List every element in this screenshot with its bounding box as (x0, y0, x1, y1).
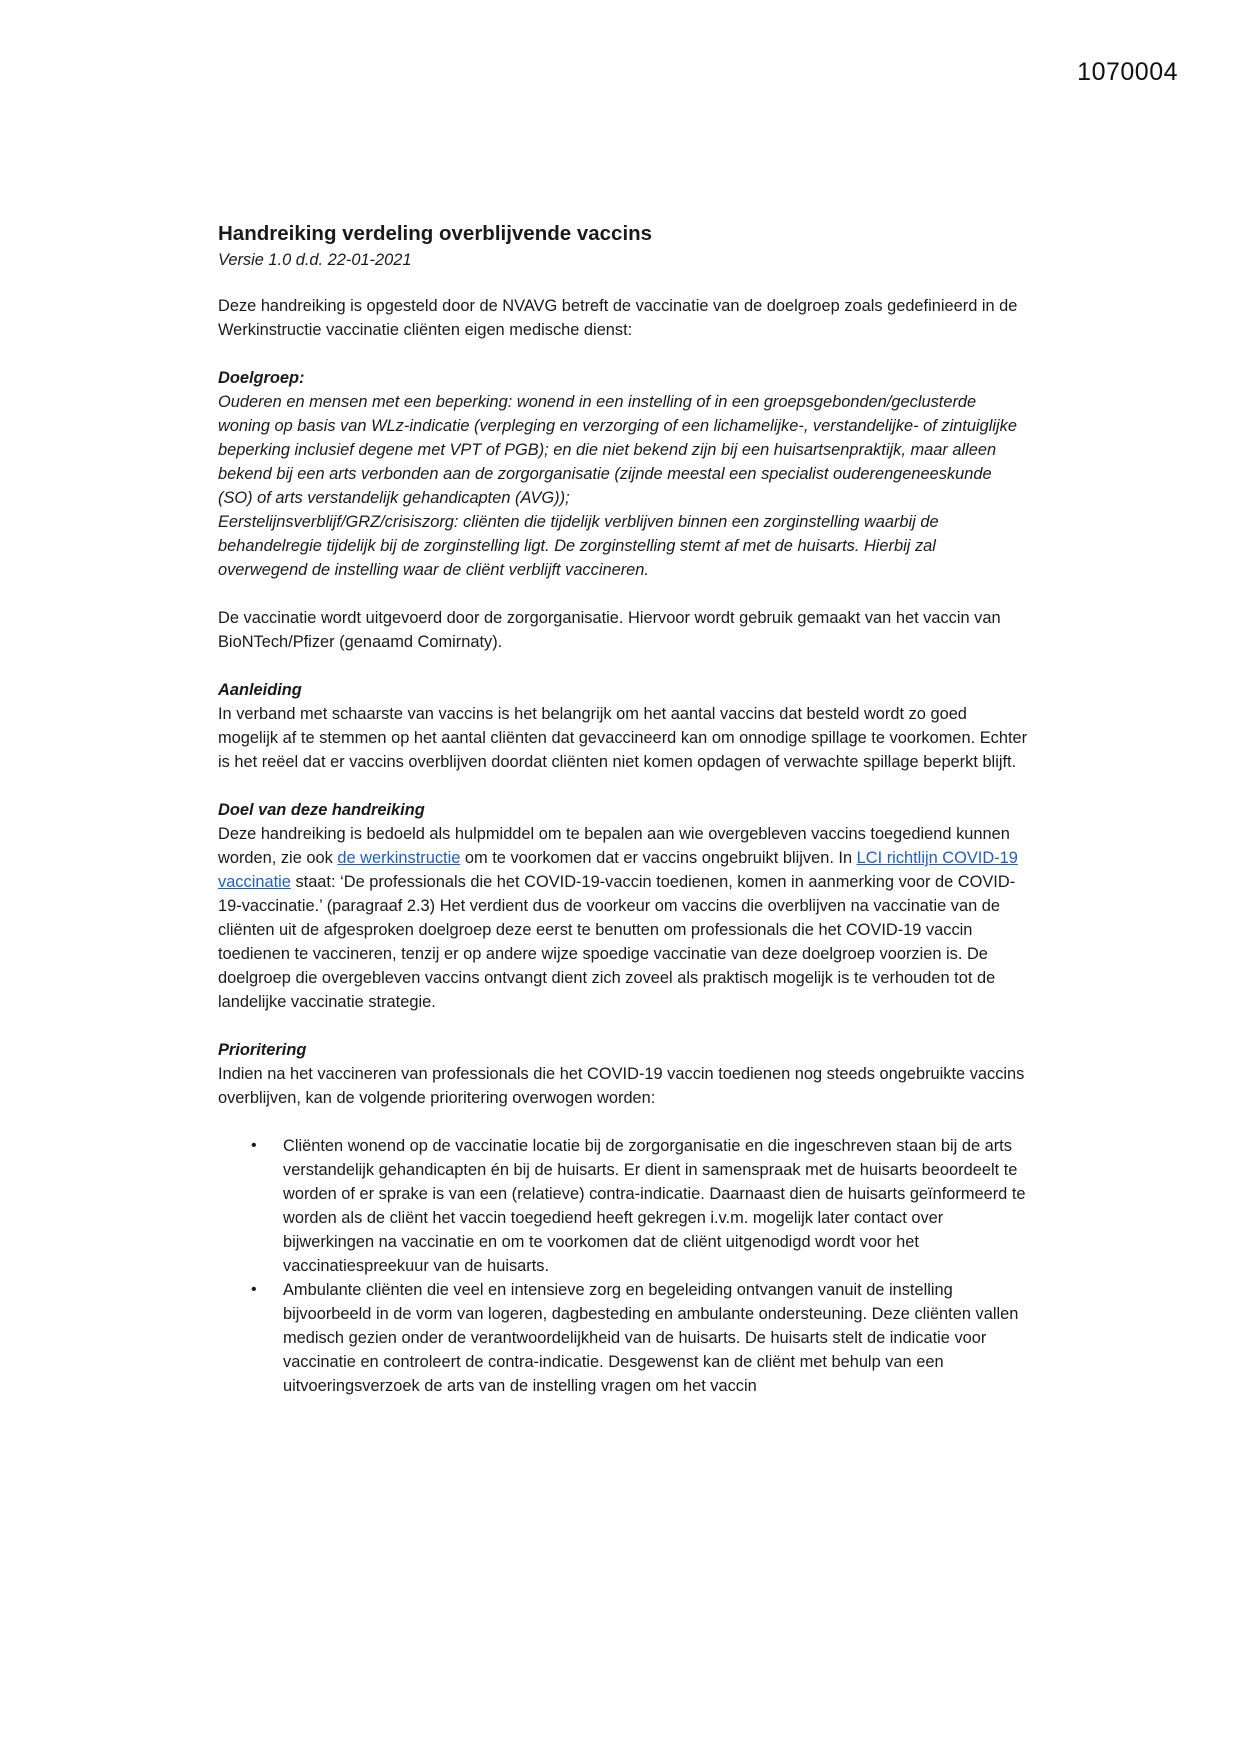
document-number: 1070004 (1077, 58, 1178, 86)
link-lci-richtlijn[interactable]: LCI richtlijn COVID-19 vaccinatie (218, 849, 1018, 891)
section-heading-doel: Doel van deze handreiking (218, 801, 425, 819)
aanleiding-paragraph: In verband met schaarste van vaccins is het belangrijk om het aantal vaccins dat besteld wordt zo goed mogelijk af te stemmen op het aantal cliënten dat gevaccineerd kan om onnodige spillage te voorkomen. Echter is het reëel dat er vaccins overblijven doordat cliënten niet komen opdagen of verwachte spillage beperkt blijft. (218, 705, 1028, 771)
section-aanleiding (218, 678, 1028, 774)
section-heading-prioritering: Prioritering (218, 1041, 307, 1059)
prioritering-paragraph: Indien na het vaccineren van professionals die het COVID-19 vaccin toedienen nog steeds ongebruikte vaccins overblijven, kan de volgende prioritering overwogen worden: (218, 1065, 1025, 1107)
doel-text-b: om te voorkomen dat er vaccins ongebruikt blijven. In (460, 849, 857, 867)
section-heading-aanleiding: Aanleiding (218, 681, 302, 699)
bullet-icon: • (251, 1281, 257, 1298)
list-item-text: Cliënten wonend op de vaccinatie locatie bij de zorgorganisatie en die ingeschreven staan bij de arts verstandelijk gehandicapten én bij de huisarts. Er dient in samenspraak met de huisarts beoordeelt te worden of er sprake is van een (relatieve) contra-indicatie. Daarnaast dien de huisarts geïnformeerd te worden als de cliënt het vaccin toegediend heeft gekregen i.v.m. mogelijk later contact over bijwerkingen na vaccinatie en om te voorkomen dat de cliënt uitgenodigd wordt voor het vaccinatiespreekuur van de huisarts. (283, 1137, 1026, 1275)
section-doel (218, 798, 1028, 1014)
prioritering-list (218, 1134, 1028, 1398)
link-werkinstructie[interactable]: de werkinstructie (337, 849, 461, 867)
doel-text-a: Deze handreiking is bedoeld als hulpmiddel om te bepalen aan wie overgebleven vaccins toegediend kunnen worden, zie ook (218, 825, 1010, 867)
intro-paragraph: Deze handreiking is opgesteld door de NVAVG betreft de vaccinatie van de doelgroep zoals gedefinieerd in de Werkinstructie vaccinatie cliënten eigen medische dienst: (218, 297, 1018, 339)
doelgroep-paragraph-1: Ouderen en mensen met een beperking: wonend in een instelling of in een groepsgebonden/geclusterde woning op basis van WLz-indicatie (verpleging en verzorging of een lichamelijke-, verstandelijke- of zintuiglijke beperking inclusief degene met VPT of PGB); en die niet bekend zijn bij een huisartsenpraktijk, maar alleen bekend bij een arts verbonden aan de zorgorganisatie (zijnde meestal een specialist ouderengeneeskunde (SO) of arts verstandelijk gehandicapten (AVG)); (218, 393, 1017, 507)
document-title: Handreiking verdeling overblijvende vaccins (218, 222, 653, 245)
section-heading-doelgroep: Doelgroep: (218, 369, 305, 387)
section-prioritering (218, 1038, 1028, 1110)
list-item (251, 1134, 1028, 1278)
bullet-icon: • (251, 1137, 257, 1154)
vaccinatie-paragraph: De vaccinatie wordt uitgevoerd door de zorgorganisatie. Hiervoor wordt gebruik gemaakt van het vaccin van BioNTech/Pfizer (genaamd Comirnaty). (218, 609, 1001, 651)
doelgroep-paragraph-2: Eerstelijnsverblijf/GRZ/crisiszorg: cliënten die tijdelijk verblijven binnen een zorginstelling waarbij de behandelregie tijdelijk bij de zorginstelling ligt. De zorginstelling stemt af met de huisarts. Hierbij zal overwegend de instelling waar de cliënt verblijft vaccineren. (218, 513, 939, 579)
list-item-text: Ambulante cliënten die veel en intensieve zorg en begeleiding ontvangen vanuit de instelling bijvoorbeeld in de vorm van logeren, dagbesteding en ambulante ondersteuning. Deze cliënten vallen medisch gezien onder de verantwoordelijkheid van de huisarts. De huisarts stelt de indicatie voor vaccinatie en controleert de contra-indicatie. Desgewenst kan de cliënt met behulp van een uitvoeringsverzoek de arts van de instelling vragen om het vaccin (283, 1281, 1019, 1395)
document-version: Versie 1.0 d.d. 22-01-2021 (218, 251, 412, 269)
document-body (218, 220, 1028, 1398)
section-doelgroep (218, 366, 1028, 582)
list-item (251, 1278, 1028, 1398)
doel-paragraph (218, 822, 1028, 1014)
doel-text-c: staat: ‘De professionals die het COVID-19-vaccin toedienen, komen in aanmerking voor de COVID-19-vaccinatie.’ (paragraaf 2.3) Het verdient dus de voorkeur om vaccins die overblijven na vaccinatie van de cliënten uit de afgesproken doelgroep deze eerst te benutten om professionals die het COVID-19 vaccin toedienen te vaccineren, tenzij er op andere wijze spoedige vaccinatie van deze doelgroep voorzien is. De doelgroep die overgebleven vaccins ontvangt dient zich zoveel als praktisch mogelijk is te verhouden tot de landelijke vaccinatie strategie. (218, 873, 1016, 1011)
